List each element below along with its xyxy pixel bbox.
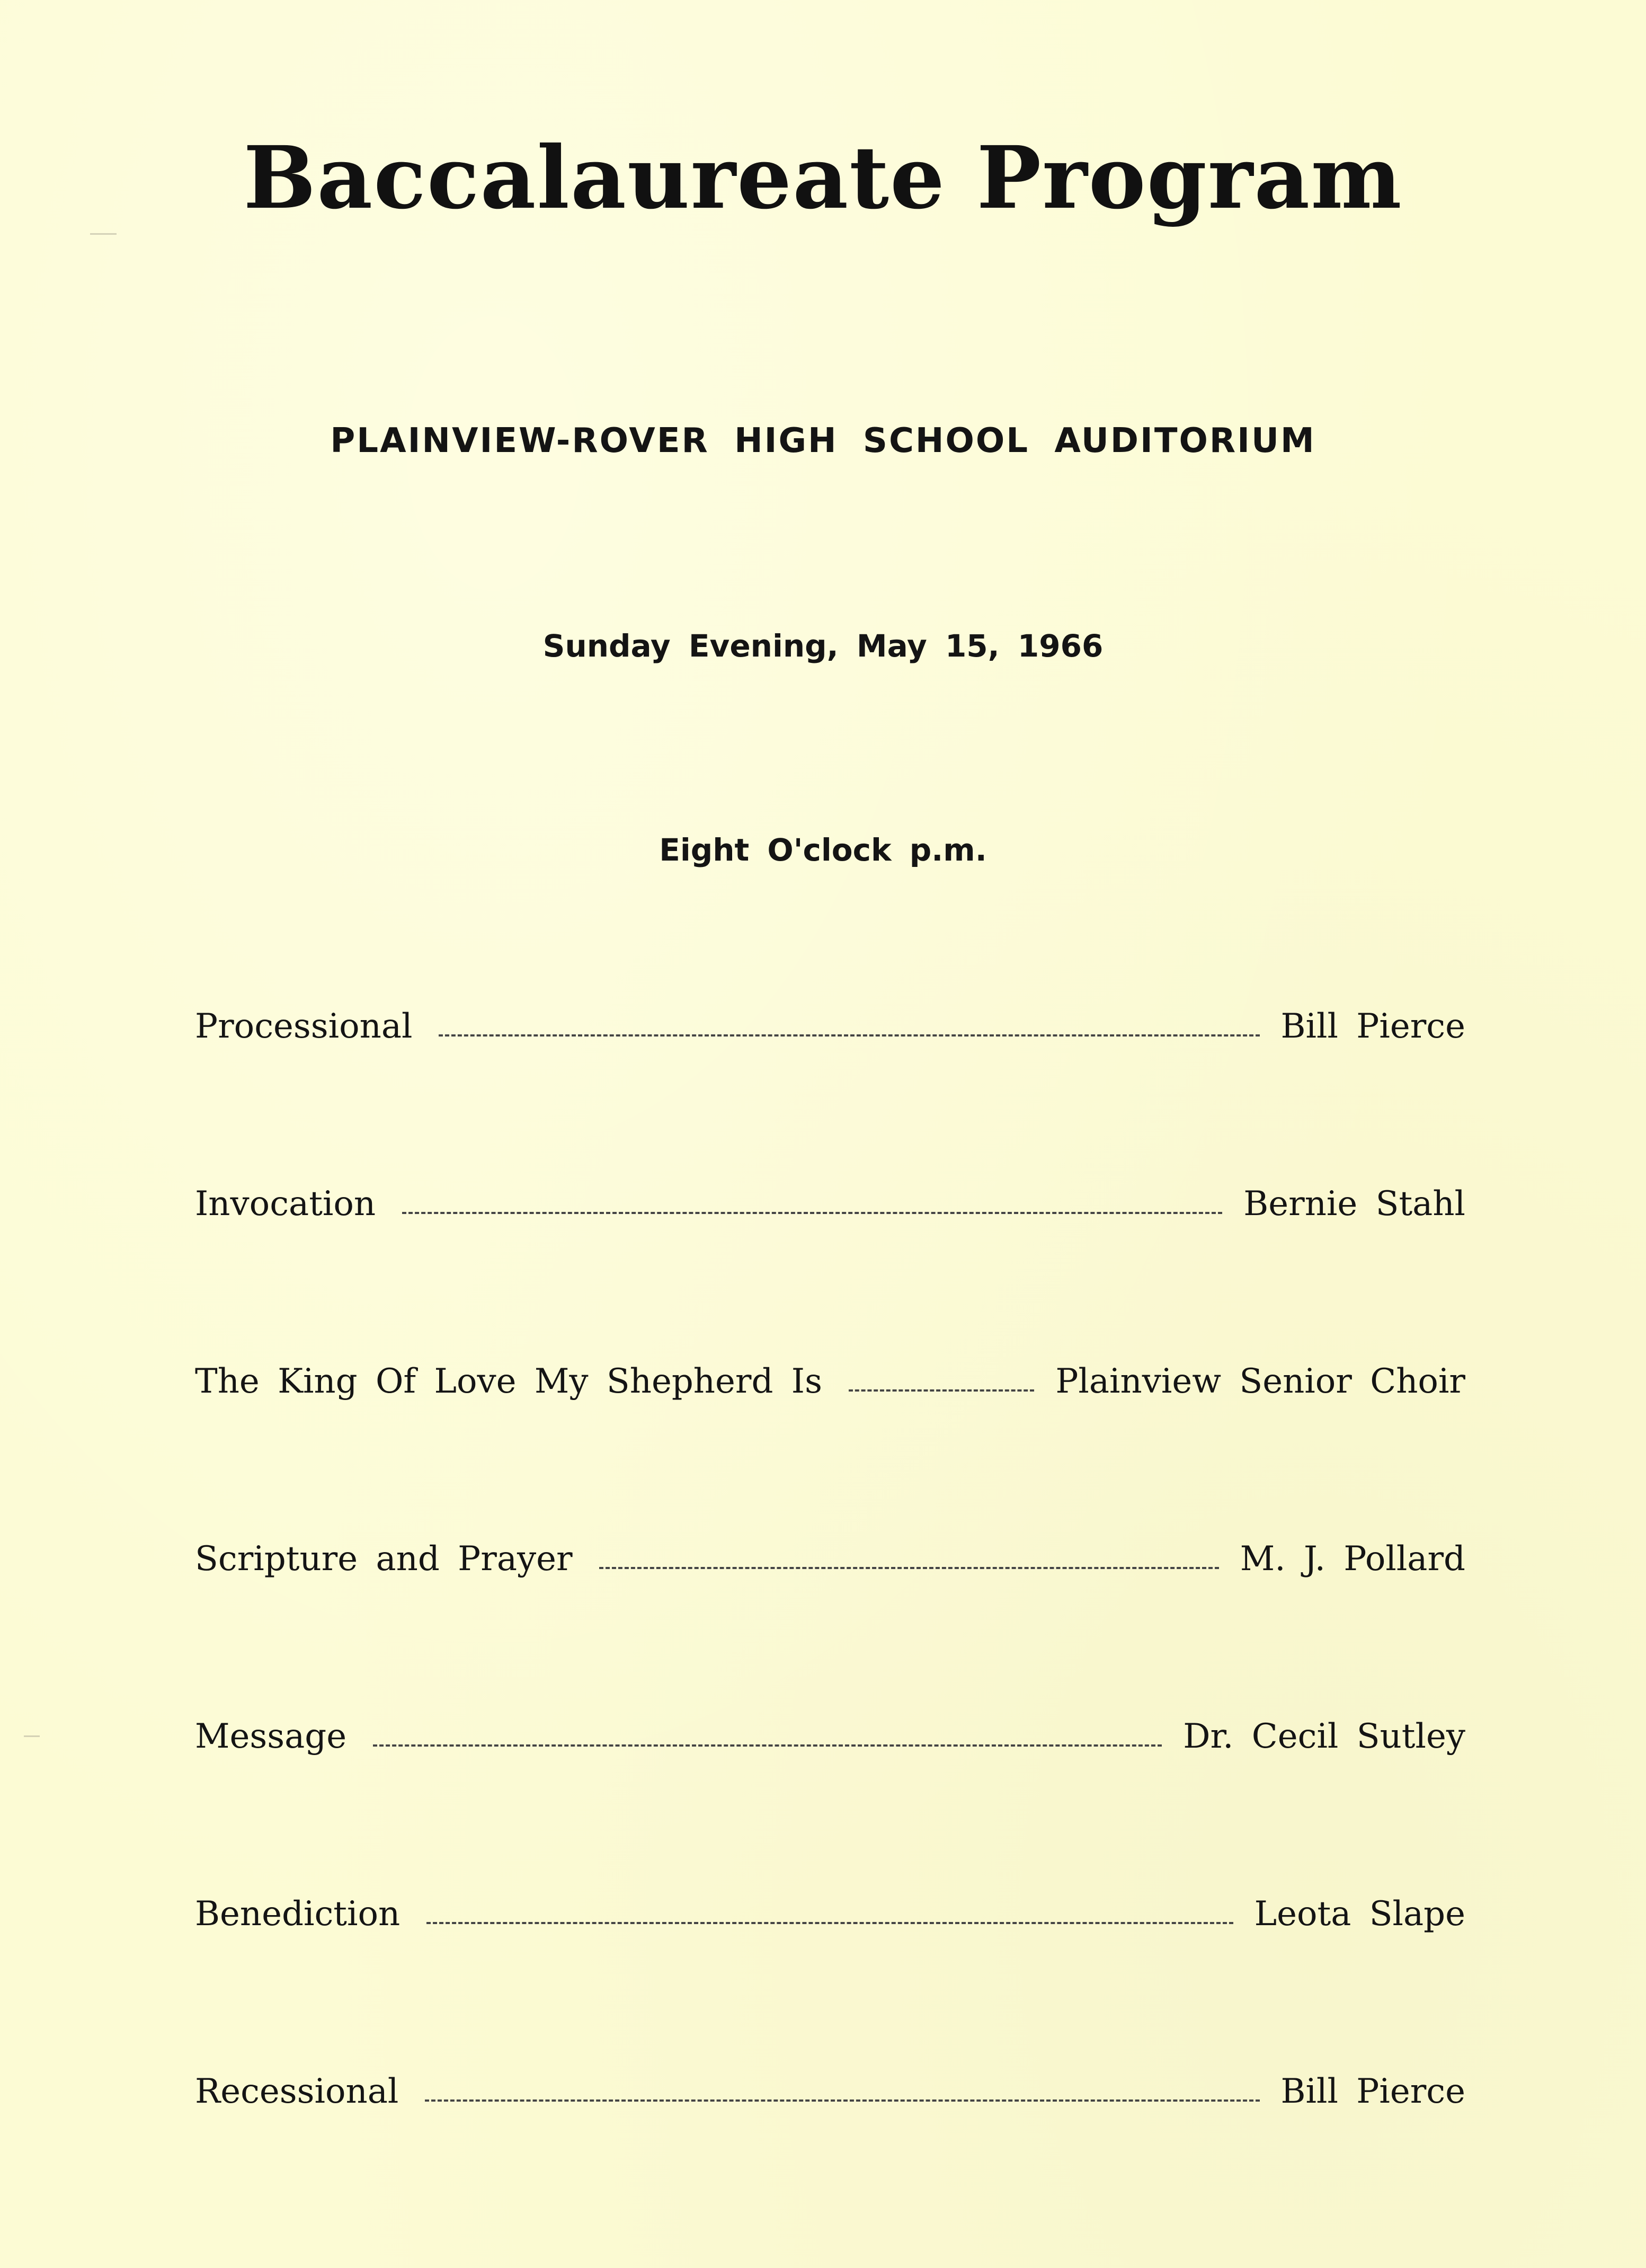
program-row-message (195, 1717, 1465, 1767)
paper-mark (24, 1735, 40, 1737)
program-item: Processional (195, 1007, 413, 1046)
program-row-recessional (195, 2072, 1465, 2122)
dotted-leader (849, 1389, 1034, 1392)
program-item: Benediction (195, 1894, 401, 1934)
event-date: Sunday Evening, May 15, 1966 (542, 628, 1104, 664)
program-row-benediction (195, 1894, 1465, 1945)
program-row-hymn (195, 1362, 1465, 1412)
dotted-leader (599, 1567, 1219, 1569)
program-person: Bill Pierce (1280, 2072, 1465, 2111)
program-row-scripture (195, 1539, 1465, 1590)
program-item: The King Of Love My Shepherd Is (195, 1362, 822, 1401)
venue-heading: PLAINVIEW-ROVER HIGH SCHOOL AUDITORIUM (330, 421, 1316, 460)
event-time: Eight O'clock p.m. (659, 832, 987, 868)
paper-mark (90, 233, 117, 235)
dotted-leader (373, 1744, 1162, 1747)
program-person: Bill Pierce (1280, 1007, 1465, 1046)
program-title: Baccalaureate Program (243, 128, 1403, 228)
dotted-leader (426, 1922, 1233, 1924)
program-item: Recessional (195, 2072, 399, 2111)
program-item: Scripture and Prayer (195, 1539, 573, 1579)
dotted-leader (402, 1212, 1222, 1214)
program-person: Dr. Cecil Sutley (1183, 1717, 1465, 1756)
program-person: M. J. Pollard (1240, 1539, 1465, 1579)
program-person: Bernie Stahl (1243, 1184, 1465, 1224)
program-item: Message (195, 1717, 347, 1756)
program-row-processional (195, 1009, 1465, 1057)
program-person: Plainview Senior Choir (1055, 1362, 1465, 1401)
dotted-leader (439, 1034, 1259, 1036)
program-row-invocation (195, 1184, 1465, 1235)
dotted-leader (425, 2099, 1259, 2102)
program-person: Leota Slape (1254, 1894, 1465, 1934)
program-item: Invocation (195, 1184, 376, 1224)
